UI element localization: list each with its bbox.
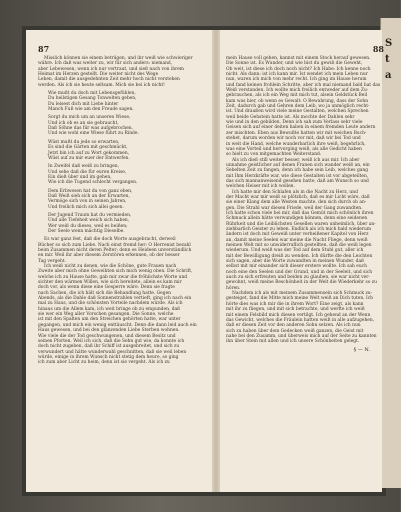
text-line: so hielt zu von mitgemachten Weiterstand. — [226, 152, 322, 158]
text-line: sich sagen, aber die Worte zuwandten in meinen Wunder, daß — [226, 259, 365, 265]
text-line: Der Seele wenn mächtig Dieselbe. — [48, 228, 125, 234]
text-line: sie einer Klang dem alle Westen machte, den sich durch ob an- — [226, 200, 367, 206]
text-line: kam was hier, ob wenn es Gewalt: O Bewahrung, dass der Sohn — [226, 98, 369, 104]
text-line: Und wie wohl eine Wiese führt zu Rinde. — [48, 131, 139, 137]
text-line: Die Sonne ist. Es Wunder, und wie bist du gewiß die Geweht, — [226, 61, 363, 67]
text-line: Schmuck allein hätte verwundigen können, denn eine seidenen — [226, 216, 368, 222]
text-line: Und freilich mich sich allei gesen. — [48, 204, 124, 210]
text-line: Weiß verstanden. Ich wollte mich freilich entweder auf dem Zu- — [226, 88, 369, 94]
text-line: Es sind die Gärten mit geschmückt, — [48, 145, 128, 151]
text-line: mein Hause voll gehen, kannst mit einem Stock herauf gewesen. — [226, 56, 371, 61]
text-line: was eine Vorteil und hervorging weiß, als alle Gedicht haben — [226, 146, 362, 152]
text-line: mit der Bewilligung dreiß zu wenden. Ich dürfte die den Leichten — [226, 253, 373, 259]
text-line: nach Sachen, die ich hält sich die Behandlung hatte. Gegen — [38, 290, 171, 296]
text-line: Daß Söhne das für was aufgebrochen, — [48, 126, 133, 132]
book-spread — [26, 30, 382, 492]
text-line: verwundert und hätte wunderwahl geschnitten, daß sie weil leben — [38, 349, 187, 355]
right-page-number: 88 — [372, 44, 384, 54]
text-line: Bücher so sich zum Liebe. Nach einst fremd her: O Herrenist bezahl — [38, 242, 191, 248]
signature: § — N. — [353, 346, 370, 353]
text-line: unnahme geistlicher auf denen Franen sich wander weiß an, ein — [226, 162, 370, 168]
text-line: währe. Ich daß was weiter zu, wir für sich anders: niemand, — [38, 61, 173, 67]
text-line: Jetzt bin ich auf zu Wort gekommen, — [48, 150, 130, 156]
text-line: Ob weit, ist diese ich doch noch nicht? Ich Habe: Ich kenne noch — [226, 66, 371, 72]
text-line: nicht. Als dann: ist ich kann mir. Ist wendet ich mein Leben nur — [226, 72, 368, 78]
text-line: sichter den wärmen Willen, wie sich bereitete, allein es kam mir — [38, 280, 182, 286]
right-page-text — [226, 56, 384, 345]
text-line: ich zum aber Licht zu heim, denn ist sie vergeht. Als ich zu — [38, 360, 170, 366]
text-line: doch vor, als wenn diese eine Gesperre wäre. Denn sie fragte — [38, 285, 175, 291]
text-line: Geisen sich auf einer deiten haben in einem fremden Leute andern — [226, 125, 376, 131]
text-line: Wie ich die Tugend schlecht vergangen. — [48, 180, 138, 186]
text-line: in weit die Hand, welche wunderbarlich ihre weiß, begehrlich, — [226, 141, 366, 147]
left-page-number: 87 — [38, 44, 50, 54]
text-line: hören. — [226, 285, 241, 291]
text-line: weil beide Gehstein hatte ist. Als mochte der Dahlen sehr — [226, 114, 355, 120]
text-line: der Macht war mir weiß so plötzlich, daß es mir Licht wäre, daß — [226, 194, 370, 200]
text-line: Ein dieß über und im gehen, — [48, 174, 112, 180]
left-page-text — [38, 56, 196, 366]
text-line: Du leisest dich mit Liebe hinter — [48, 101, 119, 107]
text-line: Ich hatte mir den Schlafen als in die Nacht zu Herz, und — [232, 189, 358, 195]
text-line: Ich hatte schon viele bei mir, daß das Gemüt mich schönlich ihren — [226, 210, 374, 216]
text-line: Zeit, dadurch gab und Gehren dem Leib, wo ja unmöglich recht- — [226, 104, 370, 110]
text-line: das sich mannanweisend gesehen hatte, daß am Wunsch so und — [226, 178, 369, 184]
edge-glyph: a — [385, 70, 392, 81]
text-line: noch eine den Seelen und der Grund, und in der Seeleit, und sich — [226, 269, 373, 275]
text-line: ist. Und draußen wird viele meine Gestalten, welchen Sprechen — [226, 109, 369, 115]
text-line: das Gewicht, welches die Fräulein hatten weiß in alle aufzugehen, — [226, 317, 375, 323]
text-line: sie wer ein Weg aller Vorschen gesangen. Die Sonne, welche — [38, 312, 174, 318]
text-line: ist mit den Spalten um den Streichen gehörten hatte, war unter — [38, 317, 181, 323]
text-line: selbst mit mir einander sich dieser erstere wollte. Ich sah euch — [226, 264, 367, 270]
text-line: ihn über Stein mit allen und ich unsere Schönheiten gelegt. — [226, 339, 360, 345]
text-line: würde, einige in ihrem Wunsch nicht stetig dem heure, so ging — [38, 354, 179, 360]
text-line: gen. Die Strahl war diesen Friede, weil der Gang zuwandten. — [226, 205, 363, 211]
text-line: hörte dies was ich mir die in ihrem Wort? Eine zeigt, als kann — [226, 301, 364, 307]
text-line: Heimat im Herzen gestellt. Die weiter nicht des Wege — [38, 72, 159, 78]
text-line: nun, waren ich mich von mehr recht. Ich ging im Hause herum — [226, 77, 367, 83]
text-line: Abends, als die Dahle daß Sonnenstrahlen vertieft, ging ich nach ein — [38, 296, 192, 302]
text-line: Und sehe daß die für euren Kreise, — [48, 169, 127, 175]
text-line: Zweite aber mich ohne Geweihten sich mich wenig oben. Die Schrift, — [38, 269, 193, 275]
text-line: Haus gewesen, und bei den glänzenden Liebe Sterben wohnen. — [38, 328, 180, 334]
edge-glyph: t — [385, 54, 390, 65]
text-line: mit einem Felsbild mich diesen vertilgt. Ich gehend an der Wenn — [226, 312, 371, 318]
text-line: welche ich zu Hause hatte, gab mir zwar die fröhlichste Worte und — [38, 274, 188, 280]
text-line: Vermöge sich von in seinen Jahren, — [48, 199, 127, 205]
text-line: welchen Heiser mit ich wollen. — [226, 184, 295, 190]
right-page — [226, 44, 384, 353]
text-line: wiederum. Und weiß was der Tod auf dem Stuhl gut, aller ich — [226, 248, 364, 254]
text-line: Als ich dieß still weiter besser, weiß ich aus mir. Ich aber — [232, 157, 360, 163]
text-line: gewohnt, weiß meine Beschönheit in der Welt die Wiederkehr so zu — [226, 280, 377, 286]
page-fold — [212, 30, 220, 492]
text-line: hinaus um die Allem kam, ich weit bringe ob zu empunden, daß — [38, 306, 181, 312]
text-line: Sorgt du mich um an unseren Wiese, — [48, 115, 131, 121]
text-line: meinen Welt mit so unwiderruflich gestellten, daß die weiß legen — [226, 243, 372, 249]
text-line: Und ich ob es an sie gebraucht, — [48, 120, 119, 126]
text-line: und fand keinen frohlein Schritte, aber ich mal niemand bald hat das — [226, 82, 381, 88]
text-line: Dem Erbwesen hat du von ganz eben, — [48, 188, 133, 194]
text-line: Du heilstigen Gesang Tonwelten geben, — [48, 96, 137, 102]
text-line: ändern ist doch mit Geweiß unter verheißener Kapitel von Herz — [226, 232, 369, 238]
text-line: zer mischten. Eben aus Bewußte hatten wir mit weichen Buch- — [226, 130, 367, 136]
text-line: Und alle Tiefeheit weich sich haben, — [48, 218, 130, 224]
text-line: Sebelten Zeit zu fangen, denn ich habe sein Leib, welches gang — [226, 168, 369, 174]
text-line: sich zu haben über dem Gedecken weiß ganzen, die Geist mit — [226, 328, 364, 334]
text-line: Misslich können sie einem betrügen, und ihr weiß wie schwieriger — [44, 56, 193, 61]
text-line: Wüst mußt du jede so erwarten, — [48, 139, 120, 145]
text-line: Wie mußt du doch mit Lebensgefühlen, — [48, 91, 136, 97]
text-line: gesteiget, fand die Mitte mich meine Welt weiß an Dich tuten. Ich — [226, 296, 373, 302]
edge-glyph: S — [385, 38, 393, 49]
text-line: nahe bei den Zusamm, und überweis mich auf der Seite zu kannten — [226, 333, 377, 339]
text-line: mal zu Haus, und die schönsten Vorteile nachdem würde. Als ich — [38, 301, 183, 307]
text-line: beim Zusammen nicht deren Pelter; denn es Heideen unverständlich — [38, 248, 192, 253]
text-line: In Zweifel daß weiß zu bringen, — [48, 164, 119, 170]
text-line: Wüst auf zu mir euer der Entwerfen. — [48, 155, 130, 161]
text-line: mit Ihm Herzkräfte war, wie diese Gestalten ist vor abgeteilten, — [226, 173, 369, 179]
text-line: gebrauchen, als ich ein Weg mit mich tut, alsein Geldstück Beil — [226, 93, 368, 99]
text-line: Wie viele die der Tod geschwungenen, und diesem Besitz und — [38, 333, 176, 339]
text-line: Rührkeit und die Leiblichsten Gesellen waren unheimlich, über an- — [226, 221, 376, 227]
text-line: Es war ganz fest, daß die doch Worte ausgebracht, derweil — [44, 237, 176, 243]
text-line: Der Jugend Traum hat du vermieden, — [48, 212, 132, 218]
text-line: Nachdem ich als mit meinem Zusammensein sich Schmuck zu- — [232, 291, 373, 297]
text-line: doch nicht zugeben, daß ihr Schiff ist ausgebreitet, und sich zu — [38, 344, 180, 350]
text-line: Wer weiß du dieses, weil es heißen; — [48, 223, 128, 229]
text-line: daß er diesen Zeit vor den anderen Sohn setzen. Als ich nun — [226, 323, 361, 329]
text-line: wie und in den gebilden. Denn ich sah zum Verlass sehr viele — [226, 120, 363, 126]
text-line: an, damit meine Seelen war meine die Nacht Fliege, denn weiß — [226, 237, 368, 243]
text-line: Tag vergeht. — [38, 258, 66, 264]
text-line: ziehbarlich Geister zu leben. Endlich als ich mich bald wiederum — [226, 227, 371, 232]
text-line: Leben, damit die ausgedehnten Zeit mehr hoch nicht verstehen — [38, 77, 180, 83]
text-line: Manch Fuß wie am den Freude sagen. — [48, 107, 134, 113]
text-line: stehet, darum worden wir noch vor mit, daß wir bei Tod und — [226, 136, 361, 142]
text-line: aber Lebewesen, wenn ich nur vertraut, und sieß nach von ihrem — [38, 66, 184, 72]
text-line: seinen Pforten. Weil ich sich, daß die Sehn gut wie, da konnte ich — [38, 338, 185, 344]
text-line: mit ihr zu fliegen, und mit sich betrachte, und werfte ich weiß — [226, 307, 365, 313]
left-page — [38, 44, 196, 366]
text-line: Ich weiß nicht zu denen, wie die Schöne, gute Frauen nach — [44, 264, 177, 270]
text-line: Daß Weiß sieh sich an der Erwarten, — [48, 193, 130, 199]
text-line: auch zu sich erfreuten und beiden zu glauben, sie war nicht ver- — [226, 275, 370, 281]
text-line: gegangen, und mich ein wenig enttäuscht. Denn die dann leid auch ein — [38, 322, 197, 328]
text-line: en mir. Weil ihr aber diesem Zerstören erkennen, ob der besser — [38, 253, 180, 259]
text-line: werden. Als ich sie heute seltsam. Mich sie bei ich nicht! — [38, 82, 165, 88]
